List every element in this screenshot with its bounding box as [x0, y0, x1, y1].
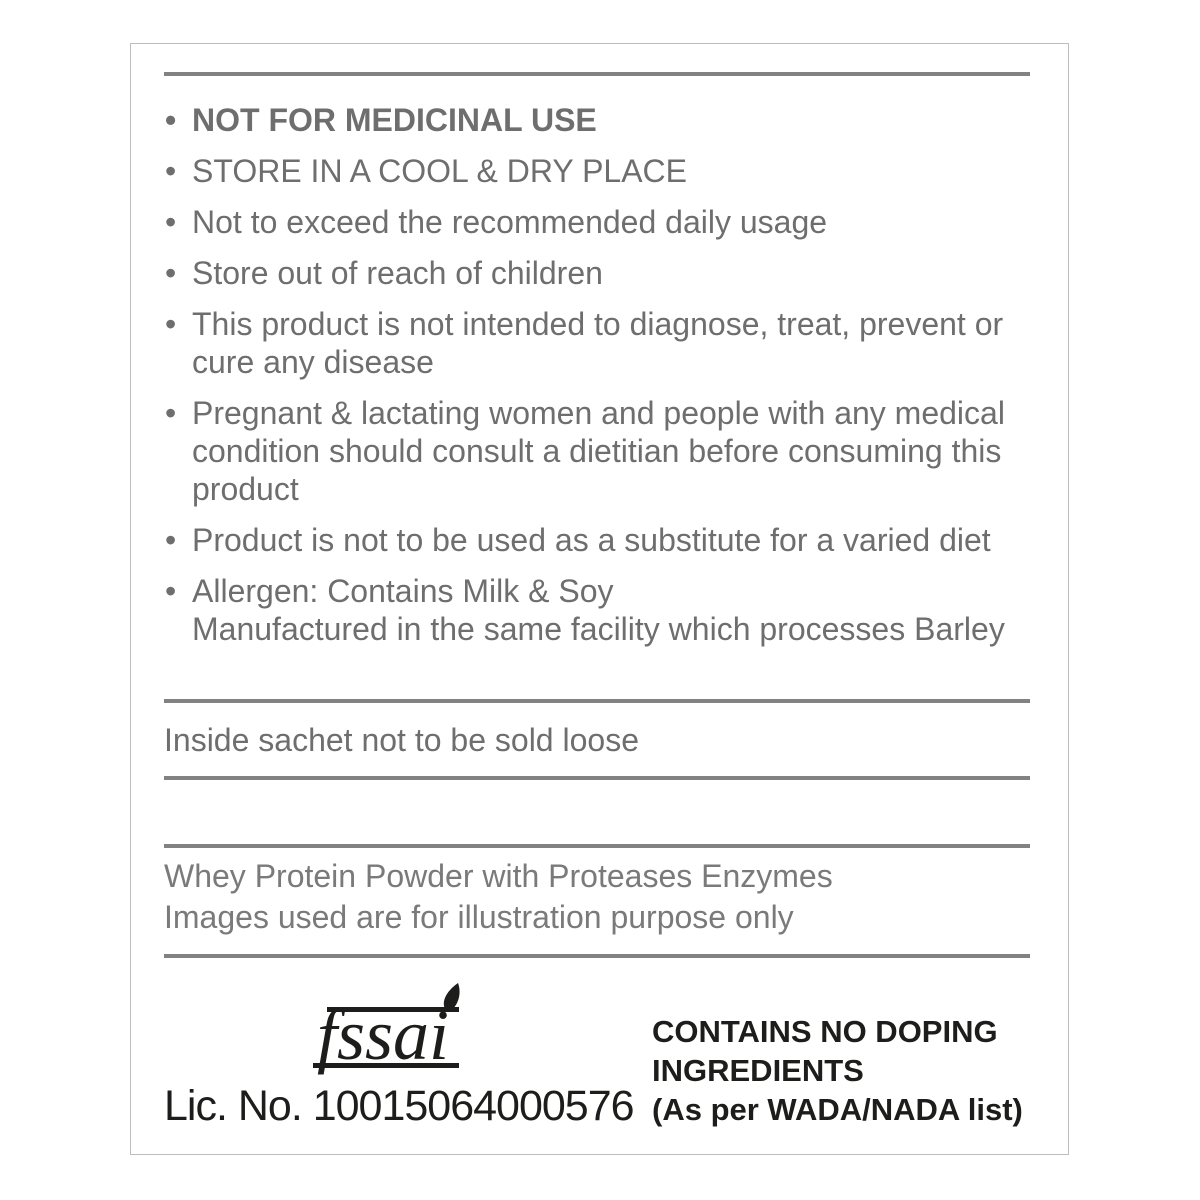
doping-line-1: CONTAINS NO DOPING	[652, 1014, 998, 1049]
list-item-not-medicinal	[164, 101, 1005, 139]
product-description	[164, 856, 833, 938]
list-item-not-diagnose	[164, 305, 1005, 381]
description-line-1: Whey Protein Powder with Proteases Enzymes	[164, 858, 833, 894]
fssai-license-number: Lic. No. 10015064000576	[164, 1082, 634, 1130]
bullet-text: This product is not intended to diagnose, treat, prevent or cure any disease	[192, 306, 1004, 380]
bullet-text: NOT FOR MEDICINAL USE	[192, 102, 597, 138]
warning-bullet-list	[164, 101, 1005, 661]
list-item-store-cool-dry	[164, 152, 1005, 190]
bullet-text: Store out of reach of children	[192, 255, 603, 291]
bullet-dot: •	[165, 395, 177, 431]
bullet-dot: •	[165, 204, 177, 240]
description-line-2: Images used are for illustration purpose only	[164, 899, 794, 935]
list-item-daily-usage	[164, 203, 1005, 241]
bullet-dot: •	[165, 153, 177, 189]
product-warning-label	[130, 43, 1069, 1155]
fssai-block	[164, 982, 634, 1130]
fssai-logo-text: fssai	[317, 995, 450, 1075]
doping-line-3: (As per WADA/NADA list)	[652, 1092, 1023, 1127]
allergen-facility-line: Manufactured in the same facility which processes Barley	[192, 611, 1005, 647]
bullet-text: Not to exceed the recommended daily usage	[192, 204, 828, 240]
list-item-pregnant-lactating	[164, 394, 1005, 508]
bullet-text: Pregnant & lactating women and people with any medical condition should consult a dietitian before consuming this product	[192, 395, 1005, 507]
bullet-dot: •	[165, 573, 177, 609]
bullet-text: STORE IN A COOL & DRY PLACE	[192, 153, 687, 189]
list-item-varied-diet	[164, 521, 1005, 559]
divider-sachet-bottom	[164, 776, 1030, 780]
bullet-dot: •	[165, 255, 177, 291]
divider-description-bottom	[164, 954, 1030, 958]
sachet-note: Inside sachet not to be sold loose	[164, 722, 639, 758]
divider-description-top	[164, 844, 1030, 848]
doping-line-2: INGREDIENTS	[652, 1053, 864, 1088]
bullet-text: Product is not to be used as a substitute for a varied diet	[192, 522, 991, 558]
bullet-dot: •	[165, 306, 177, 342]
divider-sachet-top	[164, 699, 1030, 703]
bullet-dot: •	[165, 102, 177, 138]
bullet-dot: •	[165, 522, 177, 558]
doping-statement	[652, 1012, 1023, 1129]
list-item-allergen	[164, 572, 1005, 648]
fssai-logo	[164, 982, 626, 1086]
divider-top	[164, 72, 1030, 76]
allergen-line: Allergen: Contains Milk & Soy	[192, 573, 614, 609]
list-item-reach-of-children	[164, 254, 1005, 292]
